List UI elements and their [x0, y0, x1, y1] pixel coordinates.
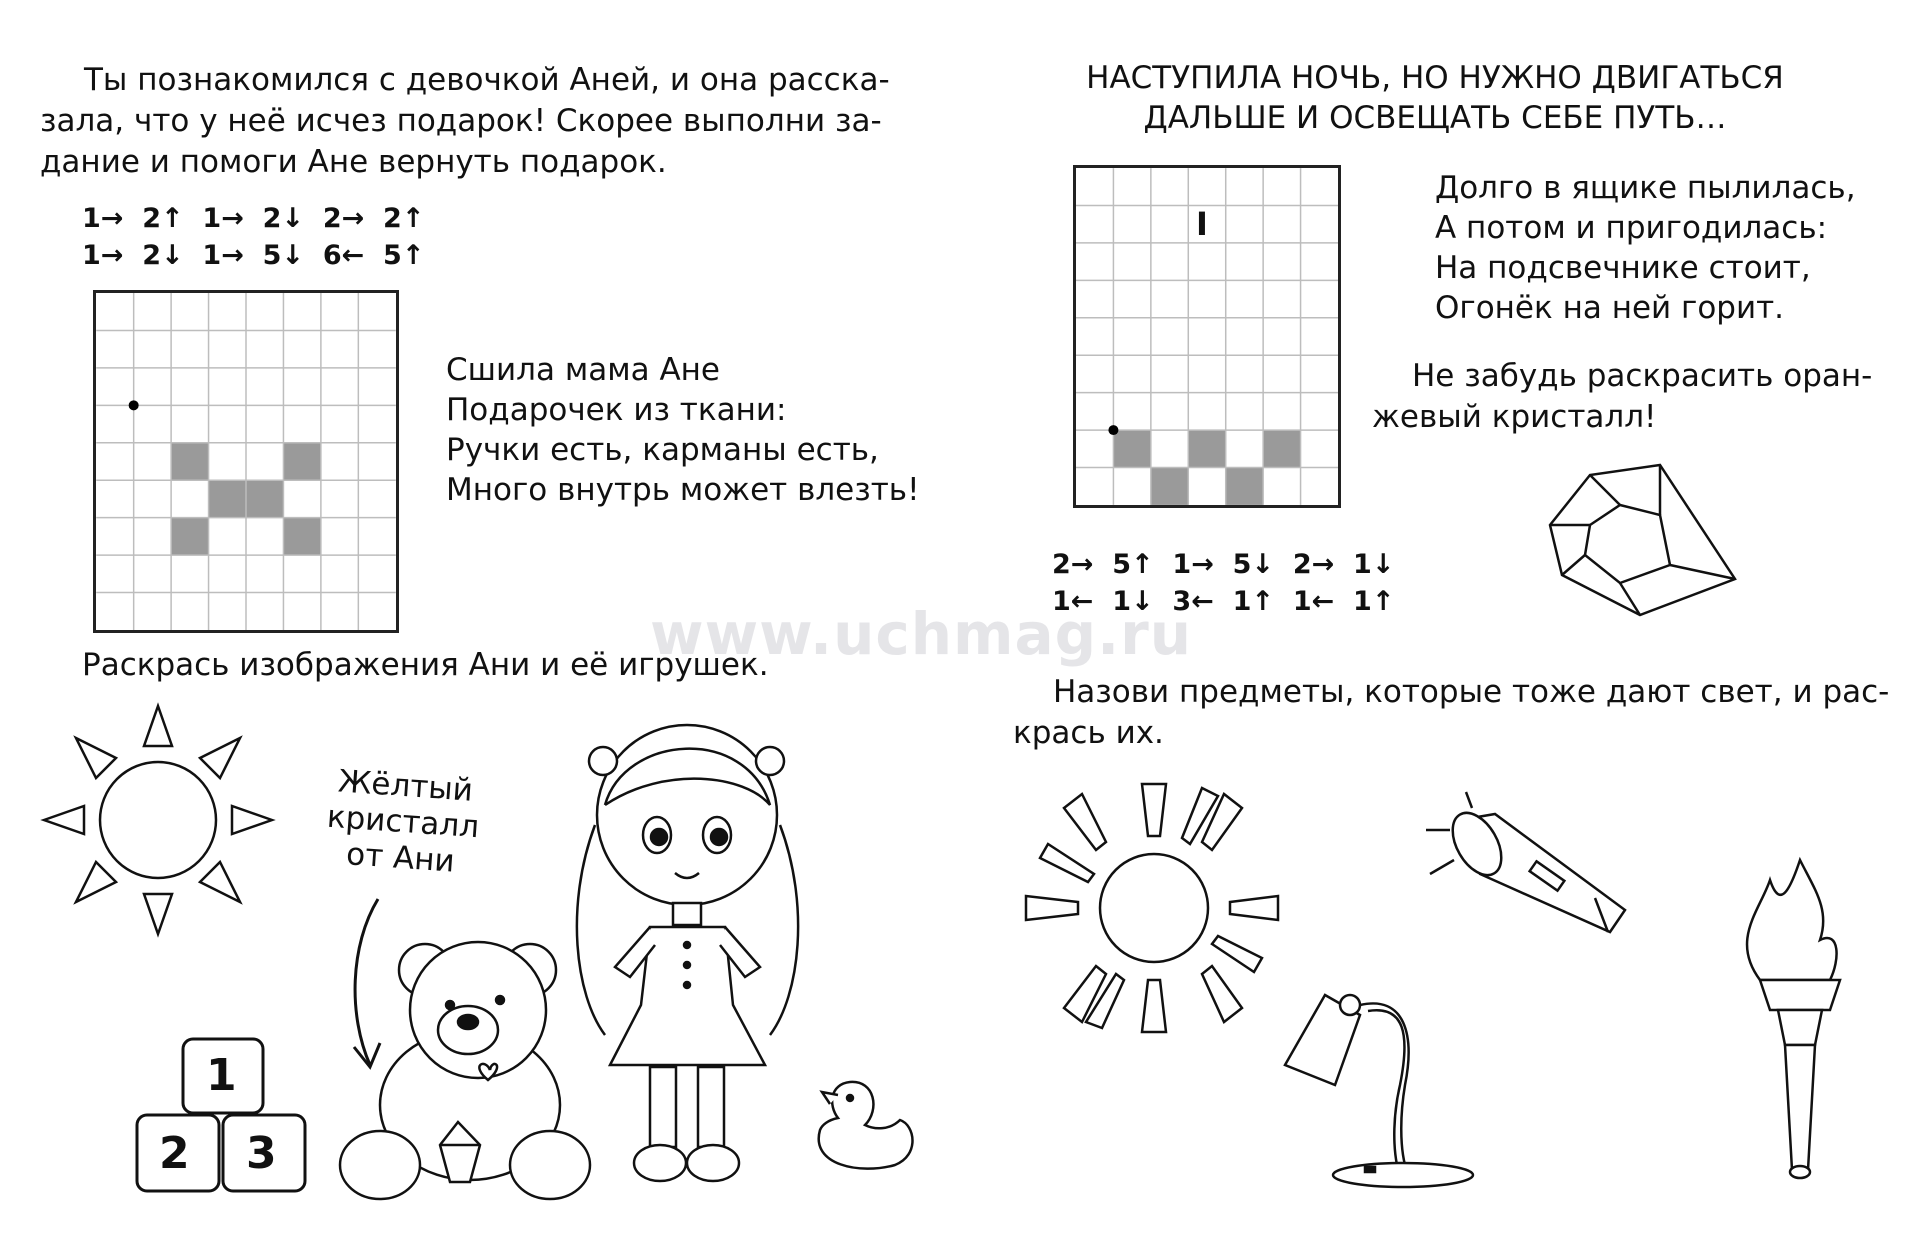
page-heading [1020, 58, 1850, 138]
desk-lamp-picture [1265, 975, 1485, 1190]
start-dot [129, 400, 139, 410]
cube-label: 1 [206, 1050, 237, 1101]
riddle-line: Много внутрь может влезть! [446, 472, 920, 508]
crystal-note [314, 762, 491, 882]
left-task: Раскрась изображения Ани и её игрушек. [82, 647, 769, 683]
riddle-line: Огонёк на ней горит. [1435, 290, 1785, 326]
right-commands [1052, 546, 1394, 620]
flashlight-picture [1420, 790, 1650, 960]
drawing-grid-left [93, 290, 399, 633]
task-line: Назови предметы, которые тоже дают свет, и рас- [1053, 674, 1890, 710]
heading-line: НАСТУПИЛА НОЧЬ, НО НУЖНО ДВИГАТЬСЯ [1086, 60, 1784, 96]
grid-mark: I [1196, 205, 1208, 243]
start-dot [1108, 425, 1118, 435]
cube-label: 3 [246, 1128, 277, 1179]
orange-crystal-picture [1540, 455, 1740, 625]
reminder-text [1372, 356, 1882, 438]
command-row: 2→ 5↑ 1→ 5↓ 2→ 1↓ [1052, 549, 1395, 580]
torch-picture [1720, 850, 1870, 1190]
command-row: 1→ 2↑ 1→ 2↓ 2→ 2↑ [82, 203, 425, 234]
cube-label: 2 [159, 1128, 190, 1179]
intro-line: дание и помоги Ане вернуть подарок. [40, 144, 667, 180]
heading-line: ДАЛЬШЕ И ОСВЕЩАТЬ СЕБЕ ПУТЬ… [1143, 100, 1727, 136]
intro-text [40, 60, 910, 183]
sun-triangles-picture [40, 700, 280, 940]
command-row: 1← 1↓ 3← 1↑ 1← 1↑ [1052, 586, 1395, 617]
reminder-line: жевый кристалл! [1372, 399, 1657, 435]
watermark: www.uchmag.ru [650, 600, 1193, 668]
right-riddle [1435, 168, 1856, 328]
riddle-line: На подсвечнике стоит, [1435, 250, 1811, 286]
note-line: кристалл [325, 798, 481, 846]
reminder-line: Не забудь раскрасить оран- [1412, 358, 1873, 394]
left-commands [82, 200, 424, 274]
sun-rays-picture [1022, 778, 1282, 1038]
command-row: 1→ 2↓ 1→ 5↓ 6← 5↑ [82, 240, 425, 271]
note-line: от Ани [345, 836, 456, 880]
intro-line: зала, что у неё исчез подарок! Скорее выполни за- [40, 103, 882, 139]
left-riddle [446, 350, 920, 510]
intro-line: Ты познакомился с девочкой Аней, и она расска- [84, 62, 890, 98]
rubber-duck-picture [800, 1070, 920, 1180]
note-line: Жёлтый [336, 763, 475, 809]
riddle-line: Долго в ящике пылилась, [1435, 170, 1856, 206]
right-task [1013, 672, 1890, 754]
riddle-line: Ручки есть, карманы есть, [446, 432, 879, 468]
task-line: крась их. [1013, 715, 1164, 751]
riddle-line: А потом и пригодилась: [1435, 210, 1828, 246]
girl-anya-picture [555, 705, 820, 1195]
riddle-line: Подарочек из ткани: [446, 392, 787, 428]
riddle-line: Сшила мама Ане [446, 352, 720, 388]
